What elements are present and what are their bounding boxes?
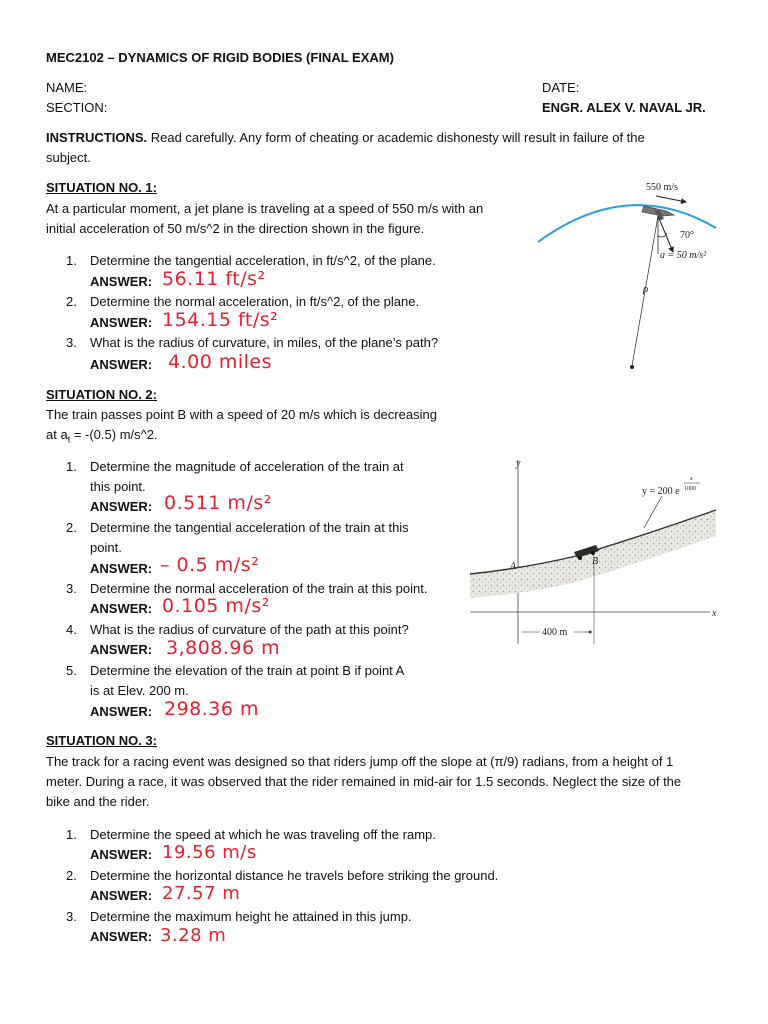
answer-label: ANSWER:: [90, 499, 153, 514]
situation2-line2a: at a: [46, 427, 68, 442]
exponent-numerator: x: [690, 476, 693, 482]
angle-label: 70°: [680, 230, 694, 241]
s3-answer-2: 27.57 m: [162, 883, 241, 904]
question-number: 1.: [66, 827, 77, 842]
s2-answer-3: 0.105 m/s²: [162, 595, 270, 617]
section-label: SECTION:: [46, 100, 108, 115]
answer-label: ANSWER:: [90, 704, 153, 719]
question-text: Determine the normal acceleration, in ft/s^2, of the plane.: [90, 294, 420, 309]
question-number: 2.: [66, 520, 77, 535]
instructions-text: Read carefully. Any form of cheating or academic dishonesty will result in failure of the: [147, 130, 645, 145]
s3-answer-1: 19.56 m/s: [162, 842, 257, 863]
question-text: Determine the normal acceleration of the train at this point.: [90, 581, 428, 596]
s2-answer-1: 0.511 m/s²: [164, 492, 272, 514]
question-number: 3.: [66, 581, 77, 596]
s2-answer-5: 298.36 m: [164, 698, 260, 720]
question-text: Determine the magnitude of acceleration of the train at: [90, 459, 404, 474]
answer-label: ANSWER:: [90, 315, 153, 330]
question-text: Determine the horizontal distance he travels before striking the ground.: [90, 868, 499, 883]
s2-answer-4: 3,808.96 m: [166, 637, 281, 659]
situation1-line1: At a particular moment, a jet plane is traveling at a speed of 550 m/s with an: [46, 201, 484, 216]
curve-equation: y = 200 e: [642, 486, 680, 497]
exam-title: MEC2102 – DYNAMICS OF RIGID BODIES (FINAL EXAM): [46, 50, 394, 65]
situation2-line1: The train passes point B with a speed of 20 m/s which is decreasing: [46, 407, 437, 422]
answer-label: ANSWER:: [90, 274, 153, 289]
s1-answer-1: 56.11 ft/s²: [162, 268, 266, 290]
answer-label: ANSWER:: [90, 561, 153, 576]
instructions: [46, 128, 736, 168]
question-text: Determine the tangential acceleration, in ft/s^2, of the plane.: [90, 253, 436, 268]
s2-answer-2: – 0.5 m/s²: [160, 554, 260, 576]
situation1-heading: SITUATION NO. 1:: [46, 180, 157, 195]
rho-label: ρ: [643, 283, 649, 295]
question-number: 3.: [66, 335, 77, 350]
question-number: 5.: [66, 663, 77, 678]
question-number: 1.: [66, 253, 77, 268]
question-text: Determine the speed at which he was traveling off the ramp.: [90, 827, 436, 842]
situation3-line3: bike and the rider.: [46, 794, 150, 809]
figure-jet-plane: [528, 176, 728, 376]
situation2-line2b: = -(0.5) m/s^2.: [70, 427, 158, 442]
velocity-arrow: [656, 196, 686, 202]
question-number: 2.: [66, 868, 77, 883]
point-b-label: B: [592, 556, 599, 567]
question-text-cont: is at Elev. 200 m.: [90, 683, 189, 698]
question-text: Determine the maximum height he attained in this jump.: [90, 909, 412, 924]
question-number: 3.: [66, 909, 77, 924]
center-of-curvature: [630, 365, 634, 369]
date-label: DATE:: [542, 80, 580, 95]
question-number: 1.: [66, 459, 77, 474]
y-axis-label: y: [516, 458, 521, 469]
question-text: What is the radius of curvature, in miles, of the plane’s path?: [90, 335, 439, 350]
s1-answer-3: 4.00 miles: [168, 351, 272, 373]
situation1-problem: [46, 199, 483, 239]
situation2-problem: [46, 405, 437, 450]
situation3-line1: The track for a racing event was designed so that riders jump off the slope at (π/9) radians, from a height of 1: [46, 754, 674, 769]
question-text-cont: this point.: [90, 479, 146, 494]
question-number: 4.: [66, 622, 77, 637]
figure-train-curve: [466, 452, 728, 650]
situation3-heading: SITUATION NO. 3:: [46, 733, 157, 748]
equation-leader: [644, 496, 662, 528]
instructor-name: ENGR. ALEX V. NAVAL JR.: [542, 100, 706, 115]
situation2-heading: SITUATION NO. 2:: [46, 387, 157, 402]
instructions-label: INSTRUCTIONS.: [46, 130, 148, 145]
question-text: Determine the elevation of the train at point B if point A: [90, 663, 405, 678]
question-text-cont: point.: [90, 540, 122, 555]
answer-label: ANSWER:: [90, 601, 153, 616]
question-number: 2.: [66, 294, 77, 309]
dimension-label: 400 m: [542, 627, 568, 638]
subscript-t: t: [67, 434, 71, 445]
question-text: Determine the tangential acceleration of the train at this: [90, 520, 409, 535]
name-label: NAME:: [46, 80, 88, 95]
x-axis-label: x: [712, 608, 717, 619]
answer-label: ANSWER:: [90, 929, 153, 944]
situation3-problem: [46, 752, 681, 812]
situation3-line2: meter. During a race, it was observed that the rider remained in mid-air for 1.5 seconds. Neglect the size of the: [46, 774, 682, 789]
exponent-denominator: 1000: [684, 486, 696, 492]
answer-label: ANSWER:: [90, 357, 153, 372]
answer-label: ANSWER:: [90, 888, 153, 903]
acceleration-arrow: [658, 216, 673, 252]
speed-label: 550 m/s: [646, 182, 678, 193]
instructions-text-2: subject.: [46, 150, 91, 165]
answer-label: ANSWER:: [90, 847, 153, 862]
s1-answer-2: 154.15 ft/s²: [162, 309, 279, 331]
answer-label: ANSWER:: [90, 642, 153, 657]
s3-answer-3: 3.28 m: [160, 925, 227, 946]
accel-label: a = 50 m/s²: [660, 250, 707, 261]
situation1-line2: initial acceleration of 50 m/s^2 in the direction shown in the figure.: [46, 221, 425, 236]
question-text: What is the radius of curvature of the path at this point?: [90, 622, 409, 637]
point-a-label: A: [510, 561, 517, 572]
